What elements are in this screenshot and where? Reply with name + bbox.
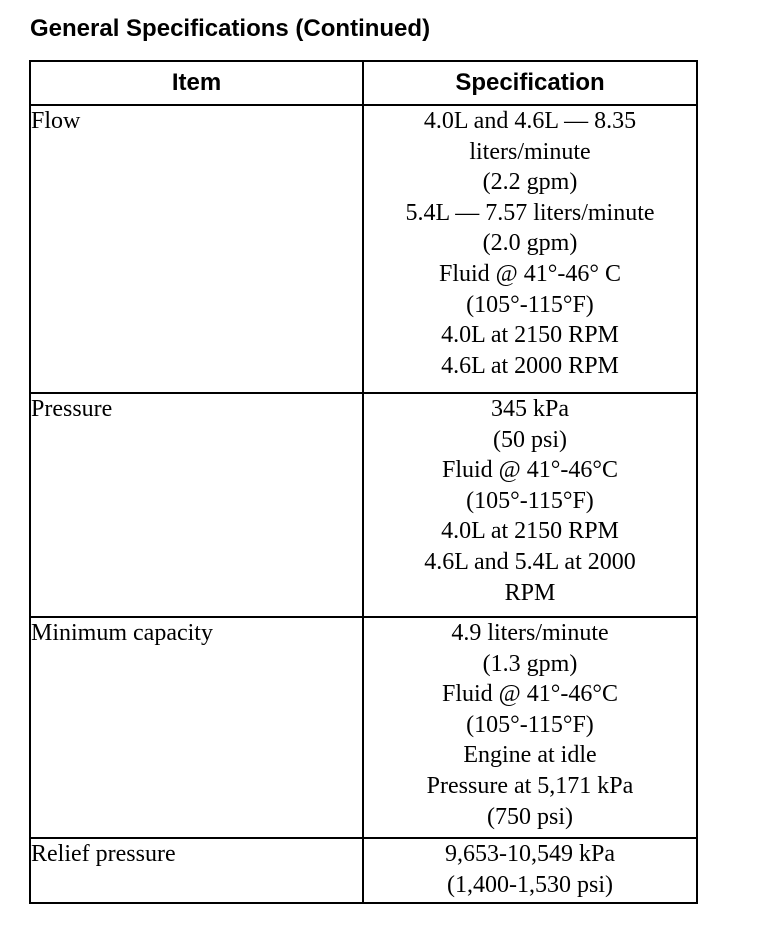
spec-line: Engine at idle: [463, 742, 597, 769]
spec-line: liters/minute: [469, 138, 591, 165]
spec-line: 4.0L at 2150 RPM: [441, 518, 619, 545]
spec-line: (50 psi): [493, 426, 567, 453]
spec-line: 5.4L — 7.57 liters/minute: [405, 199, 655, 226]
spec-line: (105°-115°F): [466, 291, 594, 318]
specification-cell: [363, 393, 697, 617]
spec-line: (2.0 gpm): [482, 230, 578, 257]
spec-line: 4.6L at 2000 RPM: [441, 352, 619, 379]
table-row-minimum-capacity: [30, 617, 697, 838]
spec-line: (1,400-1,530 psi): [447, 871, 613, 898]
table-row-pressure: [30, 393, 697, 617]
spec-line: (2.2 gpm): [482, 169, 578, 196]
spec-line: (750 psi): [487, 803, 573, 830]
column-header-specification: Specification: [363, 61, 697, 105]
specifications-table: [29, 60, 698, 904]
item-cell: Minimum capacity: [30, 617, 363, 838]
table-row-flow: [30, 105, 697, 393]
spec-line: 4.6L and 5.4L at 2000: [424, 548, 636, 575]
table-row-relief-pressure: [30, 838, 697, 903]
spec-line: RPM: [504, 579, 556, 606]
spec-line: 4.9 liters/minute: [451, 620, 609, 646]
spec-line: 4.0L at 2150 RPM: [441, 322, 619, 349]
specification-cell: [363, 838, 697, 903]
spec-line: (105°-115°F): [466, 487, 594, 514]
table-header-row: [30, 61, 697, 105]
page-title: General Specifications (Continued): [30, 15, 431, 42]
spec-line: Fluid @ 41°-46°C: [442, 681, 618, 708]
spec-line: 9,653-10,549 kPa: [445, 841, 615, 867]
specification-cell: [363, 617, 697, 838]
column-header-item: Item: [30, 61, 363, 105]
spec-line: Fluid @ 41°-46° C: [439, 260, 621, 287]
item-cell: Relief pressure: [30, 838, 363, 903]
specification-cell: [363, 105, 697, 393]
spec-line: 345 kPa: [491, 396, 569, 422]
spec-line: Pressure at 5,171 kPa: [426, 772, 634, 799]
spec-line: (105°-115°F): [466, 711, 594, 738]
spec-line: Fluid @ 41°-46°C: [442, 457, 618, 484]
item-cell: Flow: [30, 105, 363, 393]
item-cell: Pressure: [30, 393, 363, 617]
spec-line: 4.0L and 4.6L — 8.35: [423, 108, 637, 134]
spec-line: (1.3 gpm): [482, 650, 578, 677]
